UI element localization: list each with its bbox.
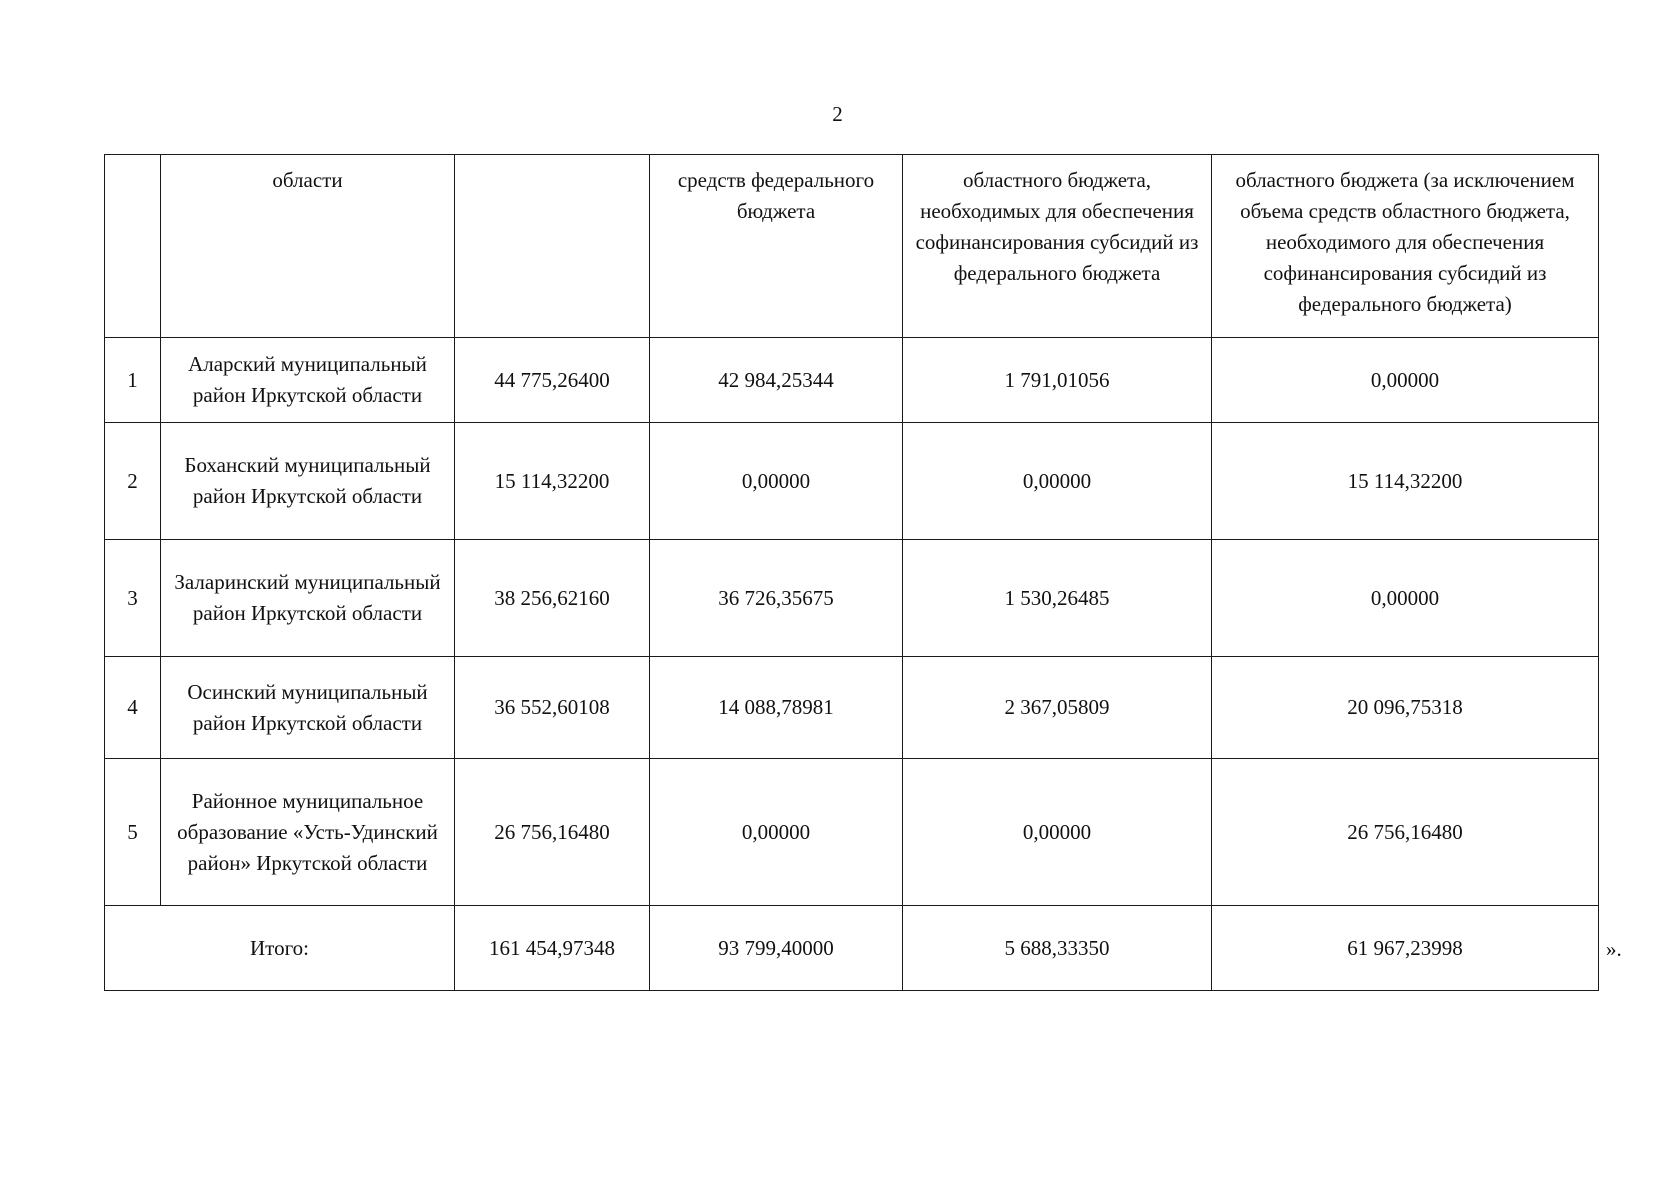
row-number: 3 [105,540,161,657]
row-total: 38 256,62160 [455,540,650,657]
budget-table [104,154,1599,991]
row-regional-other: 15 114,32200 [1212,423,1599,540]
header-cell-regional-cofin: областного бюджета, необходимых для обеспечения софинансирования субсидий из федерального бюджета [903,155,1212,338]
header-cell-federal: средств федерального бюджета [650,155,903,338]
totals-row [105,906,1599,991]
table-header-row [105,155,1599,338]
totals-regional-cofin: 5 688,33350 [903,906,1212,991]
header-cell-number [105,155,161,338]
header-cell-total [455,155,650,338]
totals-regional-other: 61 967,23998 [1212,906,1599,991]
totals-total: 161 454,97348 [455,906,650,991]
row-regional-cofin: 1 791,01056 [903,338,1212,423]
totals-federal: 93 799,40000 [650,906,903,991]
row-regional-other: 20 096,75318 [1212,657,1599,759]
table-row [105,423,1599,540]
row-total: 44 775,26400 [455,338,650,423]
row-number: 1 [105,338,161,423]
totals-label: Итого: [105,906,455,991]
row-regional-other: 0,00000 [1212,338,1599,423]
row-total: 26 756,16480 [455,759,650,906]
row-number: 2 [105,423,161,540]
row-name: Заларинский муниципальный район Иркутской области [161,540,455,657]
row-regional-cofin: 1 530,26485 [903,540,1212,657]
row-name: Боханский муниципальный район Иркутской области [161,423,455,540]
row-number: 4 [105,657,161,759]
row-number: 5 [105,759,161,906]
table-row [105,759,1599,906]
row-regional-cofin: 0,00000 [903,423,1212,540]
row-federal: 36 726,35675 [650,540,903,657]
row-regional-other: 26 756,16480 [1212,759,1599,906]
row-name: Аларский муниципальный район Иркутской области [161,338,455,423]
row-name: Районное муниципальное образование «Усть-Удинский район» Иркутской области [161,759,455,906]
row-federal: 0,00000 [650,759,903,906]
row-regional-cofin: 2 367,05809 [903,657,1212,759]
row-regional-cofin: 0,00000 [903,759,1212,906]
row-regional-other: 0,00000 [1212,540,1599,657]
page-number: 2 [832,102,843,126]
row-name: Осинский муниципальный район Иркутской области [161,657,455,759]
closing-quote-mark: ». [1606,937,1622,961]
header-cell-name: области [161,155,455,338]
row-total: 36 552,60108 [455,657,650,759]
row-federal: 0,00000 [650,423,903,540]
row-total: 15 114,32200 [455,423,650,540]
row-federal: 42 984,25344 [650,338,903,423]
row-federal: 14 088,78981 [650,657,903,759]
header-cell-regional-other: областного бюджета (за исключением объема средств областного бюджета, необходимого для обеспечения софинансирования субсидий из федерального бюджета) [1212,155,1599,338]
table-row [105,540,1599,657]
table-row [105,338,1599,423]
table-row [105,657,1599,759]
